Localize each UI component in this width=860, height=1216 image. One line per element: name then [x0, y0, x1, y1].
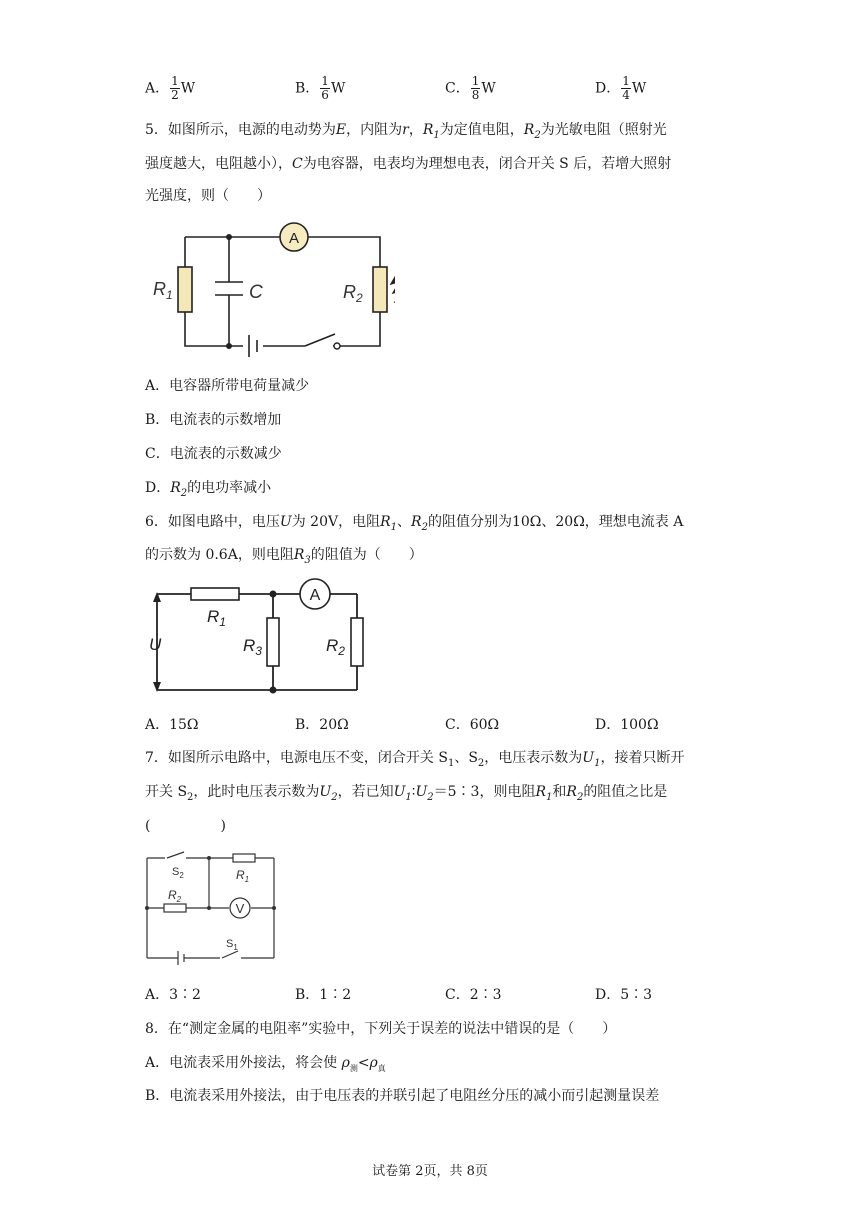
- fraction: $\frac{1}{6}$: [321, 74, 329, 102]
- q6-option-d: D．100Ω: [595, 717, 659, 733]
- q4-option-d: D． $\frac{1}{4}$ W: [595, 74, 647, 102]
- q4-option-a: A． $\frac{1}{2}$ W: [145, 74, 196, 102]
- q6-stem-line1: 6．如图电路中，电压U为 20V，电阻$R_1$、$R_2$的阻值分别为10Ω、20Ω，理想电流表 A: [145, 514, 684, 533]
- q5-circuit-diagram: [145, 222, 395, 357]
- q7-option-a: A．3∶2: [145, 987, 201, 1003]
- label-s1: $S_1$: [226, 938, 238, 952]
- label-r2: $R_2$: [343, 282, 363, 305]
- q5-option-b: B．电流表的示数增加: [145, 412, 282, 428]
- resistor-r2: [351, 618, 363, 666]
- q5-stem-line1: 5．如图所示，电源的电动势为E，内阻为r，$R_1$为定值电阻，$R_2$为光敏电阻（照射光: [145, 122, 667, 141]
- q5-stem-line3: 光强度，则（ ）: [145, 188, 271, 204]
- q6-option-b: B．20Ω: [295, 717, 349, 733]
- q5-option-d: D．$R_2$的电功率减小: [145, 480, 272, 499]
- q7-stem-line1: 7．如图所示电路中，电源电压不变，闭合开关 $S_1$、$S_2$，电压表示数为$U_1$，接着只断开: [145, 750, 685, 769]
- label-r2: $R_2$: [168, 888, 182, 904]
- label-c: C: [249, 282, 263, 303]
- q6-circuit-diagram: [145, 578, 375, 698]
- label-r1: $R_1$: [236, 868, 250, 884]
- resistor-r1: [191, 588, 239, 600]
- resistor-r1: [233, 854, 255, 862]
- q7-option-d: D．5∶3: [595, 987, 653, 1003]
- fraction: $\frac{1}{2}$: [171, 74, 179, 102]
- q8-stem: 8．在“测定金属的电阻率”实验中，下列关于误差的说法中错误的是（ ）: [145, 1021, 617, 1037]
- q7-option-c: C．2∶3: [445, 987, 502, 1003]
- q4-option-b: B． $\frac{1}{6}$ W: [295, 74, 346, 102]
- q8-option-b: B．电流表采用外接法，由于电压表的并联引起了电阻丝分压的减小而引起测量误差: [145, 1088, 660, 1104]
- label-u: U: [149, 635, 162, 654]
- page-footer: 试卷第 2页，共 8页: [372, 1164, 488, 1179]
- label-r1: $R_1$: [153, 279, 173, 302]
- resistor-r2: [164, 904, 186, 912]
- q8-option-a: A．电流表采用外接法，将会使 $\rho_测<\rho_真$: [145, 1055, 386, 1073]
- label-r3: $R_3$: [243, 636, 262, 658]
- label-r1: $R_1$: [207, 607, 226, 629]
- q6-stem-line2: 的示数为 0.6A，则电阻$R_3$的阻值为（ ）: [145, 547, 423, 566]
- q5-option-a: A．电容器所带电荷量减少: [145, 378, 310, 394]
- resistor-r3: [267, 618, 279, 666]
- voltmeter-label: V: [235, 901, 245, 916]
- q5-option-c: C．电流表的示数减少: [145, 446, 282, 462]
- fraction: $\frac{1}{8}$: [471, 74, 480, 102]
- ammeter-label: A: [309, 587, 321, 604]
- q7-stem-line2: 开关 $S_2$，此时电压表示数为$U_2$，若已知$U_1∶U_2=5∶3$，则电阻$R_1$和$R_2$的阻值之比是: [145, 784, 668, 803]
- photoresistor-r2: [373, 267, 387, 312]
- q6-option-c: C．60Ω: [445, 717, 500, 733]
- q5-stem-line2: 强度越大，电阻越小），C为电容器，电表均为理想电表，闭合开关 S 后，若增大照射: [145, 156, 672, 172]
- q7-stem-line3: ( ): [145, 818, 226, 834]
- q6-option-a: A．15Ω: [145, 717, 199, 733]
- q7-option-b: B．1∶2: [295, 987, 352, 1003]
- ammeter-label: A: [288, 230, 300, 247]
- fraction: $\frac{1}{4}$: [622, 74, 630, 102]
- label-r2: $R_2$: [326, 636, 345, 658]
- label-s2: $S_2$: [172, 866, 184, 880]
- q7-circuit-diagram: [140, 848, 280, 968]
- resistor-r1: [178, 267, 192, 312]
- light-arrows: [391, 266, 395, 302]
- q4-option-c: C． $\frac{1}{8}$ W: [445, 74, 496, 102]
